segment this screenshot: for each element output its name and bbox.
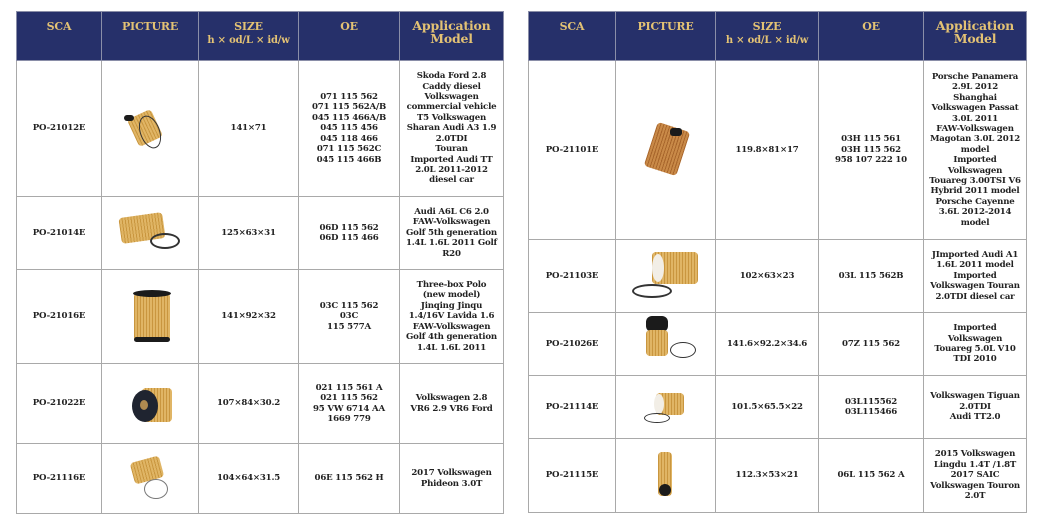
header-application: Application Model [924,12,1027,61]
size-value: 125×63×31 [199,197,299,270]
table-row [17,61,504,197]
picture-cell [616,376,716,439]
application-model: JImported Audi A1 1.6L 2011 model Imported Volkswagen Touran 2.0TDI diesel car [924,240,1027,313]
oil-filter-image [110,374,190,434]
sca-code: PO-21016E [17,270,102,364]
header-oe: OE [299,12,400,61]
oe-numbers: 06L 115 562 A [819,439,924,513]
table-row [17,270,504,364]
sca-code: PO-21012E [17,61,102,197]
header-size-label: SIZE [234,20,263,33]
picture-cell [616,313,716,376]
sca-code: PO-21103E [529,240,616,313]
sca-code: PO-21114E [529,376,616,439]
picture-cell [102,270,199,364]
application-model: Volkswagen 2.8 VR6 2.9 VR6 Ford [400,364,504,444]
application-model: Three-box Polo (new model) Jinqing Jinqu 1.4/16V Lavida 1.6 FAW-Volkswagen Golf 4th generation 1.4L 1.6L 2011 [400,270,504,364]
application-model: 2015 Volkswagen Lingdu 1.4T /1.8T 2017 SAIC Volkswagen Touron 2.0T [924,439,1027,513]
table-row [17,444,504,514]
header-size [716,12,819,61]
picture-cell [616,439,716,513]
oe-numbers: 03C 115 562 03C 115 577A [299,270,400,364]
size-value: 101.5×65.5×22 [716,376,819,439]
application-model: Imported Volkswagen Touareg 5.0L V10 TDI 2010 [924,313,1027,376]
oe-numbers: 03L 115 562B [819,240,924,313]
header-picture: PICTURE [616,12,716,61]
header-row [17,12,504,61]
table-row [529,376,1027,439]
picture-cell [102,61,199,197]
oil-filter-image [626,446,706,506]
oil-filter-image [626,246,706,306]
table-row [17,197,504,270]
oe-numbers: 03H 115 561 03H 115 562 958 107 222 10 [819,61,924,240]
size-value: 141.6×92.2×34.6 [716,313,819,376]
sca-code: PO-21115E [529,439,616,513]
sca-code: PO-21116E [17,444,102,514]
application-model: Porsche Panamera 2.9L 2012 Shanghai Volkswagen Passat 3.0L 2011 FAW-Volkswagen Magotan 3.0L 2012 model Imported Volkswagen Touareg 3.00TSI V6 Hybrid 2011 model Porsche Cayenne 3.6L 2012-2014 model [924,61,1027,240]
size-value: 141×92×32 [199,270,299,364]
size-value: 104×64×31.5 [199,444,299,514]
header-size-sub: h × od/L × id/w [207,35,290,46]
size-value: 112.3×53×21 [716,439,819,513]
size-value: 119.8×81×17 [716,61,819,240]
application-model: Audi A6L C6 2.0 FAW-Volkswagen Golf 5th generation 1.4L 1.6L 2011 Golf R20 [400,197,504,270]
header-sca: SCA [17,12,102,61]
oil-filter-image [110,99,190,159]
header-picture: PICTURE [102,12,199,61]
picture-cell [102,364,199,444]
size-value: 107×84×30.2 [199,364,299,444]
oil-filter-image [110,449,190,509]
oe-numbers: 03L115562 03L115466 [819,376,924,439]
table-row [529,313,1027,376]
header-application: Application Model [400,12,504,61]
header-size-label: SIZE [752,20,782,33]
table-row [529,240,1027,313]
oil-filter-image [110,287,190,347]
header-row [529,12,1027,61]
oe-numbers: 071 115 562 071 115 562A/B 045 115 466A/B 045 115 456 045 118 466 071 115 562C 045 115 466B [299,61,400,197]
picture-cell [616,240,716,313]
oe-numbers: 06D 115 562 06D 115 466 [299,197,400,270]
header-oe: OE [819,12,924,61]
filter-table-right [528,11,1027,513]
oil-filter-image [626,314,706,374]
sca-code: PO-21014E [17,197,102,270]
sca-code: PO-21101E [529,61,616,240]
application-model: Volkswagen Tiguan 2.0TDI Audi TT2.0 [924,376,1027,439]
oil-filter-image [626,120,706,180]
oil-filter-image [110,203,190,263]
header-size-sub: h × od/L × id/w [725,35,809,46]
picture-cell [102,197,199,270]
oe-numbers: 021 115 561 A 021 115 562 95 VW 6714 AA 1669 779 [299,364,400,444]
filter-table-left [16,11,504,514]
sca-code: PO-21026E [529,313,616,376]
sca-code: PO-21022E [17,364,102,444]
picture-cell [102,444,199,514]
oe-numbers: 07Z 115 562 [819,313,924,376]
header-sca: SCA [529,12,616,61]
application-model: 2017 Volkswagen Phideon 3.0T [400,444,504,514]
size-value: 141×71 [199,61,299,197]
application-model: Skoda Ford 2.8 Caddy diesel Volkswagen commercial vehicle T5 Volkswagen Sharan Audi A3 1.9 2.0TDI Touran Imported Audi TT 2.0L 2011-2012 diesel car [400,61,504,197]
picture-cell [616,61,716,240]
table-row [529,61,1027,240]
table-row [529,439,1027,513]
size-value: 102×63×23 [716,240,819,313]
table-row [17,364,504,444]
oil-filter-image [626,377,706,437]
oe-numbers: 06E 115 562 H [299,444,400,514]
header-size [199,12,299,61]
